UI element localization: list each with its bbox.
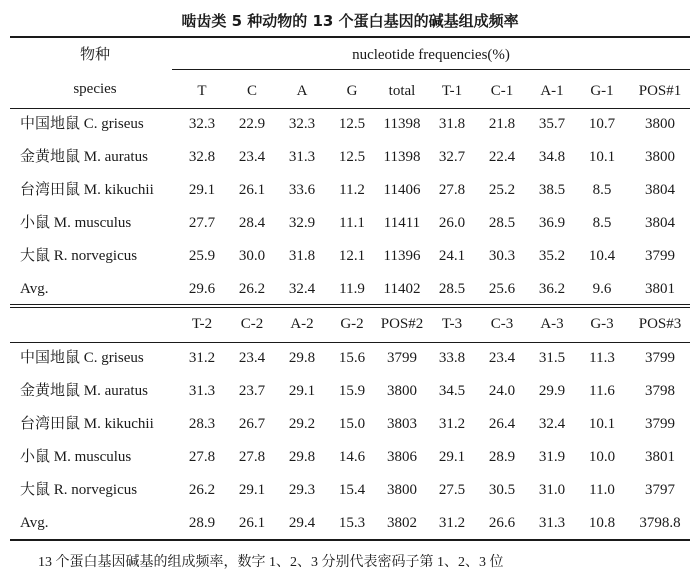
table-cell: 11.9 (339, 281, 365, 297)
group-header: nucleotide frequencies(%) (352, 47, 510, 63)
table-cell: 29.1 (288, 383, 316, 399)
table-cell: 8.5 (592, 182, 612, 198)
table-cell: 26.2 (238, 281, 266, 297)
table-cell: 34.8 (538, 149, 566, 165)
table-cell: 3799 (645, 350, 675, 366)
table-cell: 29.8 (288, 449, 316, 465)
table-cell: 10.4 (588, 248, 616, 264)
column-header: G-3 (590, 316, 614, 332)
header-rule-part1 (10, 108, 690, 109)
row-label: 台湾田鼠 M. kikuchii (20, 182, 154, 198)
table-cell: 31.2 (438, 515, 466, 531)
table-cell: 3799 (387, 350, 417, 366)
section-separator-top (10, 304, 690, 305)
table-cell: 32.3 (288, 116, 316, 132)
table-cell: 29.1 (438, 449, 466, 465)
table-cell: 11398 (383, 116, 421, 132)
table-cell: 25.9 (188, 248, 216, 264)
table-cell: 28.4 (238, 215, 266, 231)
table-cell: 3799 (645, 248, 675, 264)
table-cell: 36.2 (538, 281, 566, 297)
row-label: 金黄地鼠 M. auratus (20, 383, 148, 399)
column-header: POS#2 (380, 316, 424, 332)
table-cell: 15.9 (338, 383, 366, 399)
table-cell: 24.1 (438, 248, 466, 264)
table-cell: 29.2 (288, 416, 316, 432)
row-label: 中国地鼠 C. griseus (20, 116, 144, 132)
table-cell: 3801 (645, 281, 675, 297)
table-cell: 35.2 (538, 248, 566, 264)
table-cell: 11396 (383, 248, 421, 264)
table-cell: 30.3 (488, 248, 516, 264)
table-cell: 31.2 (438, 416, 466, 432)
column-header: POS#1 (638, 83, 682, 99)
table-cell: 28.9 (488, 449, 516, 465)
table-cell: 23.4 (238, 350, 266, 366)
column-header: T-2 (191, 316, 213, 332)
table-footnote: 13 个蛋白基因碱基的组成频率，数字 1、2、3 分别代表密码子第 1、2、3 位 (38, 555, 504, 570)
table-cell: 10.1 (588, 416, 616, 432)
table-cell: 26.4 (488, 416, 516, 432)
table-cell: 27.8 (188, 449, 216, 465)
table-cell: 27.7 (188, 215, 216, 231)
row-label: 大鼠 R. norvegicus (20, 248, 138, 264)
table-cell: 31.3 (288, 149, 316, 165)
table-cell: 15.6 (338, 350, 366, 366)
table-cell: 11.2 (339, 182, 365, 198)
table-cell: 31.3 (538, 515, 566, 531)
table-cell: 21.8 (488, 116, 516, 132)
table-cell: 14.6 (338, 449, 366, 465)
table-cell: 26.6 (488, 515, 516, 531)
table-cell: 11.0 (589, 482, 615, 498)
row-label: Avg. (20, 281, 49, 297)
table-cell: 31.9 (538, 449, 566, 465)
row-label: 台湾田鼠 M. kikuchii (20, 416, 154, 432)
table-cell: 3804 (645, 215, 675, 231)
table-cell: 35.7 (538, 116, 566, 132)
table-cell: 3800 (387, 482, 417, 498)
column-header: C-1 (490, 83, 514, 99)
table-cell: 29.9 (538, 383, 566, 399)
table-cell: 3806 (387, 449, 417, 465)
table-cell: 31.0 (538, 482, 566, 498)
table-cell: 25.2 (488, 182, 516, 198)
table-cell: 27.8 (238, 449, 266, 465)
table-cell: 3797 (645, 482, 675, 498)
row-label: 中国地鼠 C. griseus (20, 350, 144, 366)
column-header: C (246, 83, 257, 99)
table-cell: 12.5 (338, 116, 366, 132)
table-title: 啮齿类 5 种动物的 13 个蛋白基因的碱基组成频率 (181, 12, 519, 30)
table-cell: 3800 (387, 383, 417, 399)
table-cell: 28.5 (438, 281, 466, 297)
table-cell: 12.1 (338, 248, 366, 264)
table-cell: 3803 (387, 416, 417, 432)
table-cell: 32.9 (288, 215, 316, 231)
table-cell: 15.0 (338, 416, 366, 432)
table-cell: 26.2 (188, 482, 216, 498)
table-cell: 15.4 (338, 482, 366, 498)
column-header: G-2 (340, 316, 364, 332)
table-cell: 25.6 (488, 281, 516, 297)
table-cell: 3801 (645, 449, 675, 465)
top-rule (10, 36, 690, 38)
table-cell: 32.3 (188, 116, 216, 132)
table-cell: 11.3 (589, 350, 615, 366)
table-cell: 29.3 (288, 482, 316, 498)
table-cell: 22.9 (238, 116, 266, 132)
table-cell: 31.5 (538, 350, 566, 366)
table-cell: 38.5 (538, 182, 566, 198)
table-cell: 29.1 (188, 182, 216, 198)
table-cell: 31.8 (438, 116, 466, 132)
table-cell: 29.6 (188, 281, 216, 297)
table-cell: 26.0 (438, 215, 466, 231)
table-cell: 36.9 (538, 215, 566, 231)
table-cell: 3798.8 (639, 515, 681, 531)
column-header: C-2 (240, 316, 264, 332)
bottom-rule (10, 539, 690, 541)
header-rule-part2 (10, 342, 690, 343)
table-cell: 15.3 (338, 515, 366, 531)
table-cell: 10.1 (588, 149, 616, 165)
table-cell: 26.7 (238, 416, 266, 432)
table-cell: 29.4 (288, 515, 316, 531)
column-header: T-1 (441, 83, 463, 99)
table-cell: 12.5 (338, 149, 366, 165)
row-label: 小鼠 M. musculus (20, 449, 132, 465)
table-cell: 11411 (383, 215, 421, 231)
table-cell: 11.1 (339, 215, 365, 231)
table-cell: 10.8 (588, 515, 616, 531)
table-cell: 8.5 (592, 215, 612, 231)
table-cell: 3802 (387, 515, 417, 531)
column-header: A-1 (540, 83, 564, 99)
species-header-en: species (73, 81, 117, 97)
table-cell: 11.6 (589, 383, 615, 399)
table-cell: 31.2 (188, 350, 216, 366)
table-cell: 26.1 (238, 515, 266, 531)
column-header: C-3 (490, 316, 514, 332)
table-cell: 27.5 (438, 482, 466, 498)
table-cell: 30.5 (488, 482, 516, 498)
column-header: A-2 (290, 316, 314, 332)
column-header: T-3 (441, 316, 463, 332)
table-cell: 23.7 (238, 383, 266, 399)
table-cell: 30.0 (238, 248, 266, 264)
table-cell: 27.8 (438, 182, 466, 198)
group-header-rule (172, 69, 690, 70)
row-label: 小鼠 M. musculus (20, 215, 132, 231)
table-cell: 32.7 (438, 149, 466, 165)
table-cell: 33.8 (438, 350, 466, 366)
table-cell: 3804 (645, 182, 675, 198)
table-cell: 23.4 (238, 149, 266, 165)
table-cell: 26.1 (238, 182, 266, 198)
row-label: Avg. (20, 515, 49, 531)
species-header-cn: 物种 (79, 47, 110, 63)
table-cell: 3800 (645, 149, 675, 165)
table-cell: 32.4 (538, 416, 566, 432)
column-header: total (388, 83, 416, 99)
row-label: 金黄地鼠 M. auratus (20, 149, 148, 165)
column-header: G-1 (590, 83, 614, 99)
table-cell: 32.8 (188, 149, 216, 165)
table-cell: 23.4 (488, 350, 516, 366)
table-cell: 31.8 (288, 248, 316, 264)
table-cell: 29.8 (288, 350, 316, 366)
table-cell: 9.6 (592, 281, 612, 297)
table-cell: 3800 (645, 116, 675, 132)
table-cell: 28.5 (488, 215, 516, 231)
column-header: G (346, 83, 358, 99)
column-header: POS#3 (638, 316, 682, 332)
column-header: A-3 (540, 316, 564, 332)
table-cell: 29.1 (238, 482, 266, 498)
section-separator-bottom (10, 307, 690, 308)
table-cell: 34.5 (438, 383, 466, 399)
table-cell: 28.3 (188, 416, 216, 432)
table-cell: 33.6 (288, 182, 316, 198)
table-cell: 24.0 (488, 383, 516, 399)
table-cell: 10.7 (588, 116, 616, 132)
table-cell: 22.4 (488, 149, 516, 165)
table-cell: 3798 (645, 383, 675, 399)
table-cell: 32.4 (288, 281, 316, 297)
table-cell: 11402 (383, 281, 421, 297)
table-cell: 11398 (383, 149, 421, 165)
table-cell: 11406 (383, 182, 421, 198)
table-cell: 28.9 (188, 515, 216, 531)
table-cell: 31.3 (188, 383, 216, 399)
table-cell: 3799 (645, 416, 675, 432)
table-cell: 10.0 (588, 449, 616, 465)
column-header: A (296, 83, 308, 99)
column-header: T (197, 83, 207, 99)
row-label: 大鼠 R. norvegicus (20, 482, 138, 498)
